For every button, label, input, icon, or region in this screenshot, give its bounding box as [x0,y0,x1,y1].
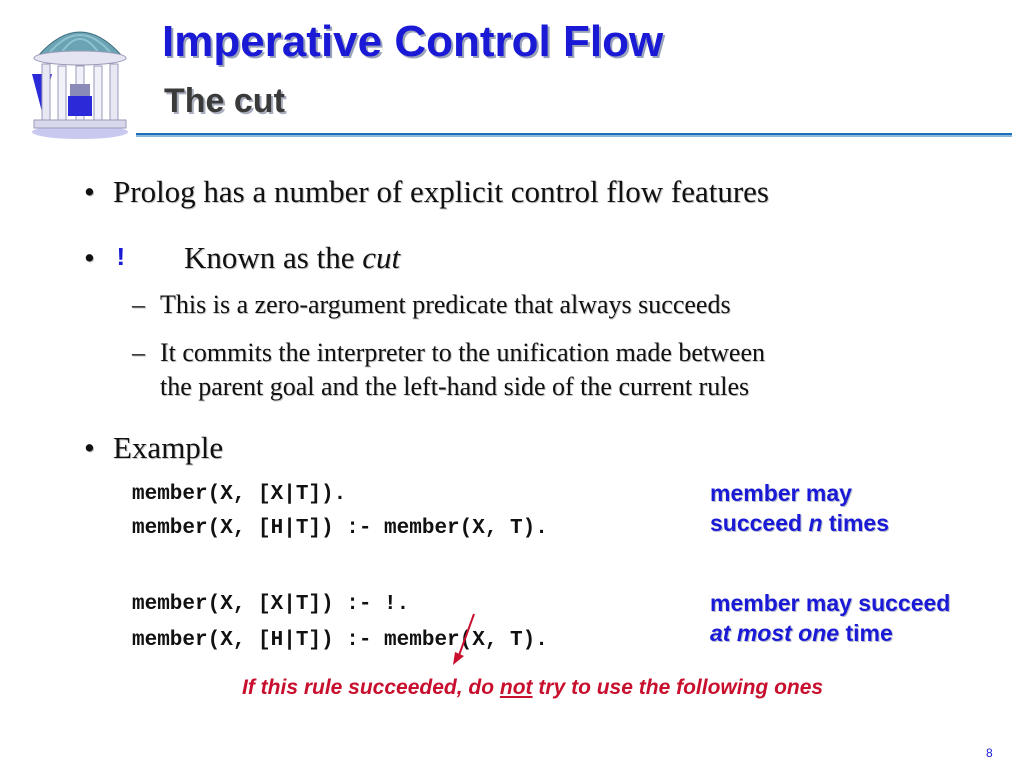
code-line: member(X, [X|T]) :- !. [132,593,410,616]
cut-term: cut [362,240,401,275]
title-divider [136,133,1012,135]
sub-bullet-text: This is a zero-argument predicate that always succeeds [160,290,731,319]
page-number: 8 [986,746,993,760]
code-line: member(X, [X|T]). [132,483,347,506]
cut-warning-text: If this rule succeeded, do not try to use the following ones [242,676,824,699]
note-member-at-most-once: member may succeed at most one time [710,590,951,646]
red-arrow-icon [440,610,480,670]
code-line: member(X, [H|T]) :- member(X, T). [132,629,548,652]
old-well-rotunda-icon [22,14,134,142]
sub-bullet-text: the parent goal and the left-hand side of the current rules [160,372,750,401]
bullet-text: Example [113,430,224,465]
sub-bullet-marker: – [132,290,145,319]
bullet-text: Known as the cut [184,240,401,275]
cut-symbol: ! [113,243,129,273]
sub-bullet-marker: – [132,338,145,367]
bullet-marker: • [84,174,95,209]
bullet-marker: • [84,240,95,275]
bullet-marker: • [84,430,95,465]
note-member-n-times: member may succeed n times [710,480,889,536]
code-line: member(X, [H|T]) :- member(X, T). [132,517,548,540]
slide-title: Imperative Control Flow [162,17,664,66]
bullet-text: Prolog has a number of explicit control flow features [113,174,769,209]
sub-bullet-text: It commits the interpreter to the unification made between [160,338,766,367]
slide-subtitle: The cut [164,82,285,120]
